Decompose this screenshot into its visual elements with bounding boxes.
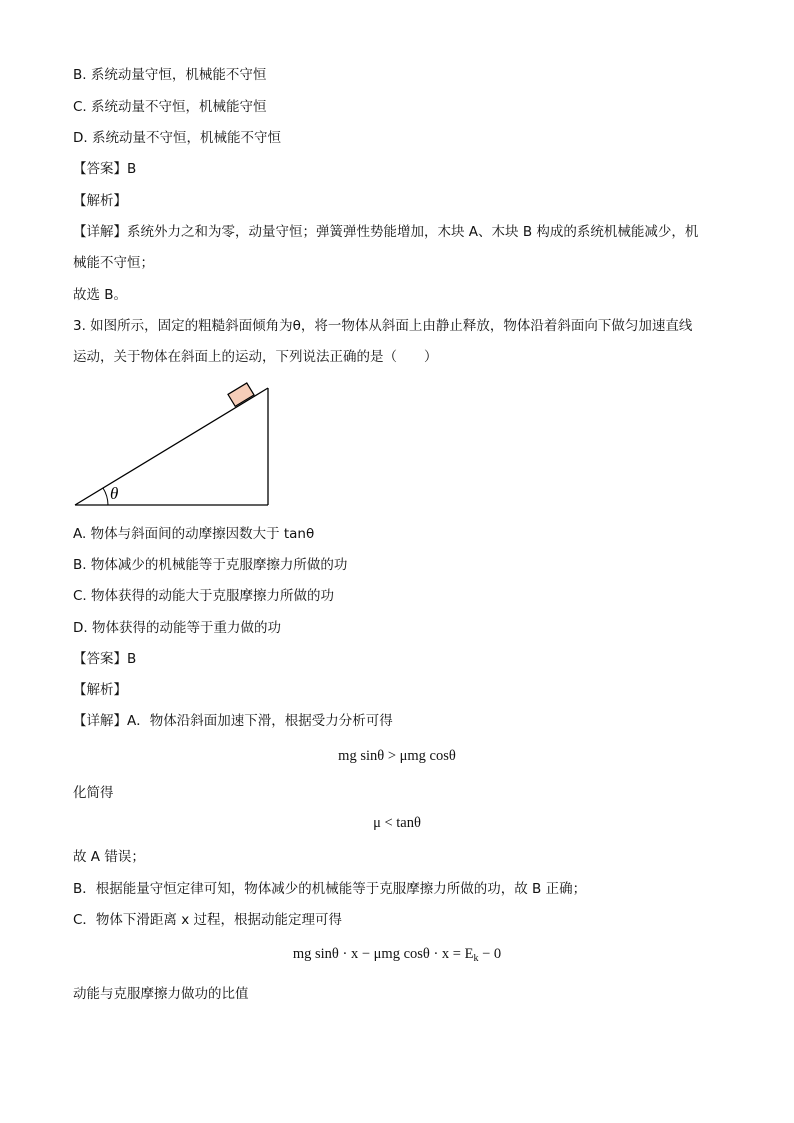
equation-work-energy-subscript: k [473,953,479,964]
question3-line2: 运动，关于物体在斜面上的运动，下列说法正确的是（ ） [73,349,438,365]
a-wrong: 故 A 错误； [73,849,145,865]
equation-work-energy [0,944,794,969]
simplify-label: 化简得 [73,785,114,801]
incline-slope [75,388,268,505]
question3-line1: 3. 如图所示，固定的粗糙斜面倾角为θ，将一物体从斜面上由静止释放，物体沿着斜面向下做匀加速直线 [73,318,693,334]
option-b-previous: B. 系统动量守恒，机械能不守恒 [73,67,267,83]
option-d-previous: D. 系统动量不守恒，机械能不守恒 [73,130,281,146]
equation-work-energy-main: mg sinθ · x − μmg cosθ · x = E [292,946,474,962]
detail-previous-line2: 械能不守恒； [73,255,154,271]
b-correct: B．根据能量守恒定律可知，物体减少的机械能等于克服摩擦力所做的功，故 B 正确； [73,881,587,897]
answer: 【答案】B [73,651,137,667]
angle-theta-label: θ [110,484,119,503]
answer-previous: 【答案】B [73,161,137,177]
conclusion-previous: 故选 B。 [73,287,128,303]
incline-diagram [70,378,280,510]
option-c-previous: C. 系统动量不守恒，机械能守恒 [73,99,267,115]
option-b: B. 物体减少的机械能等于克服摩擦力所做的功 [73,557,348,573]
option-d: D. 物体获得的动能等于重力做的功 [73,620,281,636]
option-c: C. 物体获得的动能大于克服摩擦力所做的功 [73,588,335,604]
sliding-block [228,383,254,406]
option-a: A. 物体与斜面间的动摩擦因数大于 tanθ [73,526,315,542]
equation-work-energy-tail: − 0 [478,946,502,962]
ratio-line: 动能与克服摩擦力做功的比值 [73,986,249,1002]
analysis-heading-previous: 【解析】 [73,193,127,209]
detail-line1: 【详解】A．物体沿斜面加速下滑，根据受力分析可得 [73,713,393,729]
equation-mu-tan: μ < tanθ [373,815,421,831]
c-intro: C．物体下滑距离 x 过程，根据动能定理可得 [73,912,342,928]
equation-friction-inequality: mg sinθ > μmg cosθ [338,748,456,764]
angle-arc [103,488,108,505]
detail-previous-line1: 【详解】系统外力之和为零，动量守恒；弹簧弹性势能增加，木块 A、木块 B 构成的系统机械能减少，机 [73,224,699,240]
analysis-heading: 【解析】 [73,682,127,698]
